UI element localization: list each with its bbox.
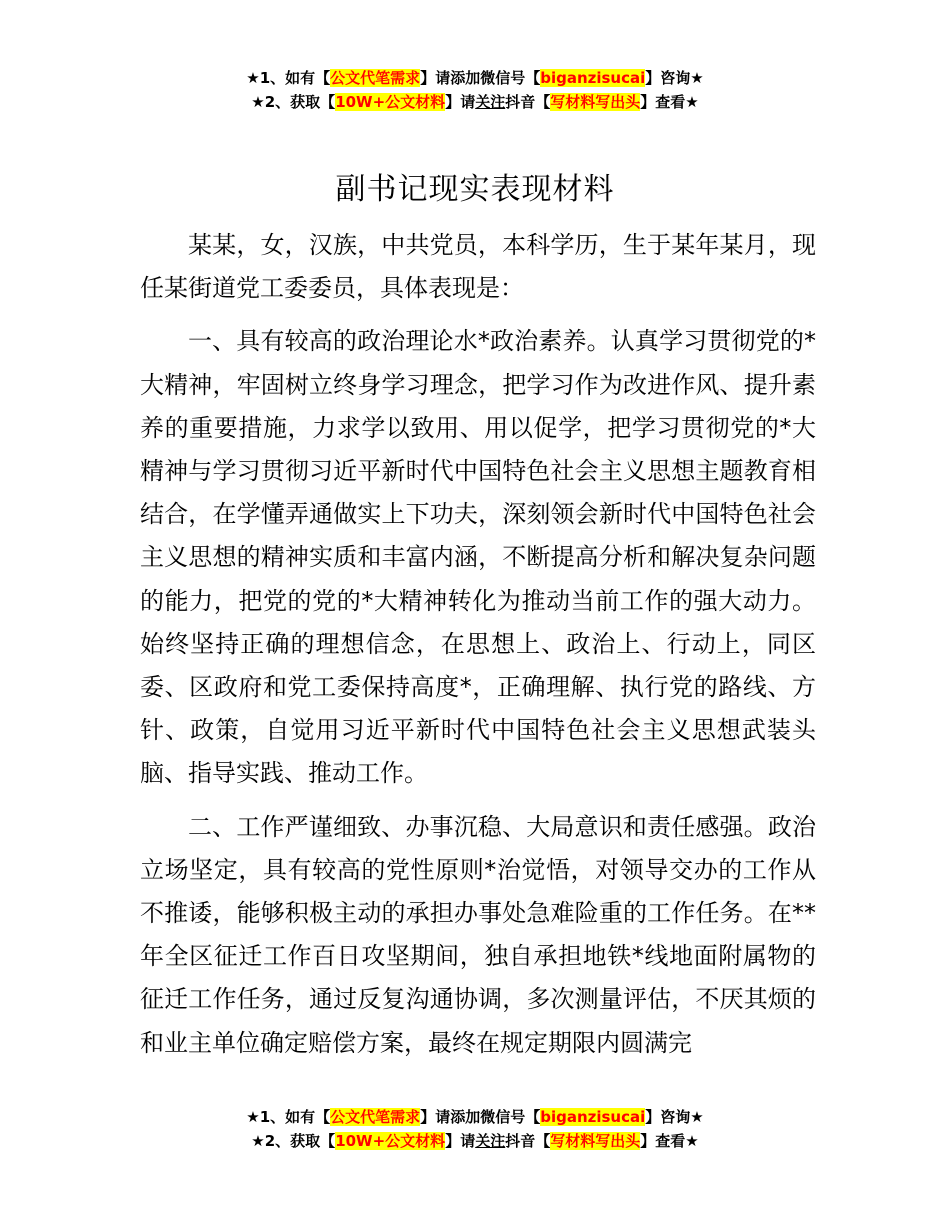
banner-text: 】查看★: [640, 1132, 699, 1150]
footer-banner: [0, 1105, 950, 1153]
banner-highlight: biganzisucai: [540, 1108, 646, 1126]
banner-line-2: [0, 1129, 950, 1153]
banner-highlight: 公文代笔需求: [330, 69, 421, 87]
banner-text: 】请添加微信号【: [420, 69, 541, 87]
banner-underline: 关注: [475, 1132, 506, 1150]
document-title: 副书记现实表现材料: [335, 172, 615, 207]
banner-text: 抖音【: [505, 1132, 551, 1150]
banner-underline: 关注: [475, 93, 506, 111]
banner-text: ★1、如有【: [246, 69, 331, 87]
banner-line-1: [0, 66, 950, 90]
banner-text: 】查看★: [640, 93, 699, 111]
banner-highlight: 写材料写出头: [550, 1132, 641, 1150]
banner-highlight: 写材料写出头: [550, 93, 641, 111]
paragraph: 某某，女，汉族，中共党员，本科学历，生于某年某月，现任某街道党工委委员，具体表现是：: [140, 231, 816, 303]
banner-highlight: 10W+公文材料: [335, 93, 446, 111]
banner-line-1: [0, 1105, 950, 1129]
paragraph: 一、具有较高的政治理论水*政治素养。认真学习贯彻党的*大精神，牢固树立终身学习理念，把学习作为改进作风、提升素养的重要措施，力求学以致用、用以促学，把学习贯彻党的*大精神与学习贯彻习近平新时代中国特色社会主义思想主题教育相结合，在学懂弄通做实上下功夫，深刻领会新时代中国特色社会主义思想的精神实质和丰富内涵，不断提高分析和解决复杂问题的能力，把党的党的*大精神转化为推动当前工作的强大动力。始终坚持正确的理想信念，在思想上、政治上、行动上，同区委、区政府和党工委保持高度*，正确理解、执行党的路线、方针、政策，自觉用习近平新时代中国特色社会主义思想武装头脑、指导实践、推动工作。: [140, 327, 816, 788]
banner-highlight: 公文代笔需求: [330, 1108, 421, 1126]
banner-text: ★1、如有【: [246, 1108, 331, 1126]
banner-text: 】咨询★: [645, 69, 704, 87]
paragraph: 二、工作严谨细致、办事沉稳、大局意识和责任感强。政治立场坚定，具有较高的党性原则*治觉悟，对领导交办的工作从不推诿，能够积极主动的承担办事处急难险重的工作任务。在**年全区征迁工作百日攻坚期间，独自承担地铁*线地面附属物的征迁工作任务，通过反复沟通协调，多次测量评估，不厌其烦的和业主单位确定赔偿方案，最终在规定期限内圆满完: [140, 812, 816, 1057]
document-body: [140, 224, 816, 1065]
banner-text: 】请添加微信号【: [420, 1108, 541, 1126]
banner-highlight: 10W+公文材料: [335, 1132, 446, 1150]
banner-text: 】咨询★: [645, 1108, 704, 1126]
header-banner: [0, 66, 950, 114]
banner-text: 】请: [445, 1132, 476, 1150]
banner-text: 抖音【: [505, 93, 551, 111]
banner-text: 】请: [445, 93, 476, 111]
banner-text: ★2、获取【: [251, 93, 336, 111]
banner-highlight: biganzisucai: [540, 69, 646, 87]
banner-text: ★2、获取【: [251, 1132, 336, 1150]
banner-line-2: [0, 90, 950, 114]
